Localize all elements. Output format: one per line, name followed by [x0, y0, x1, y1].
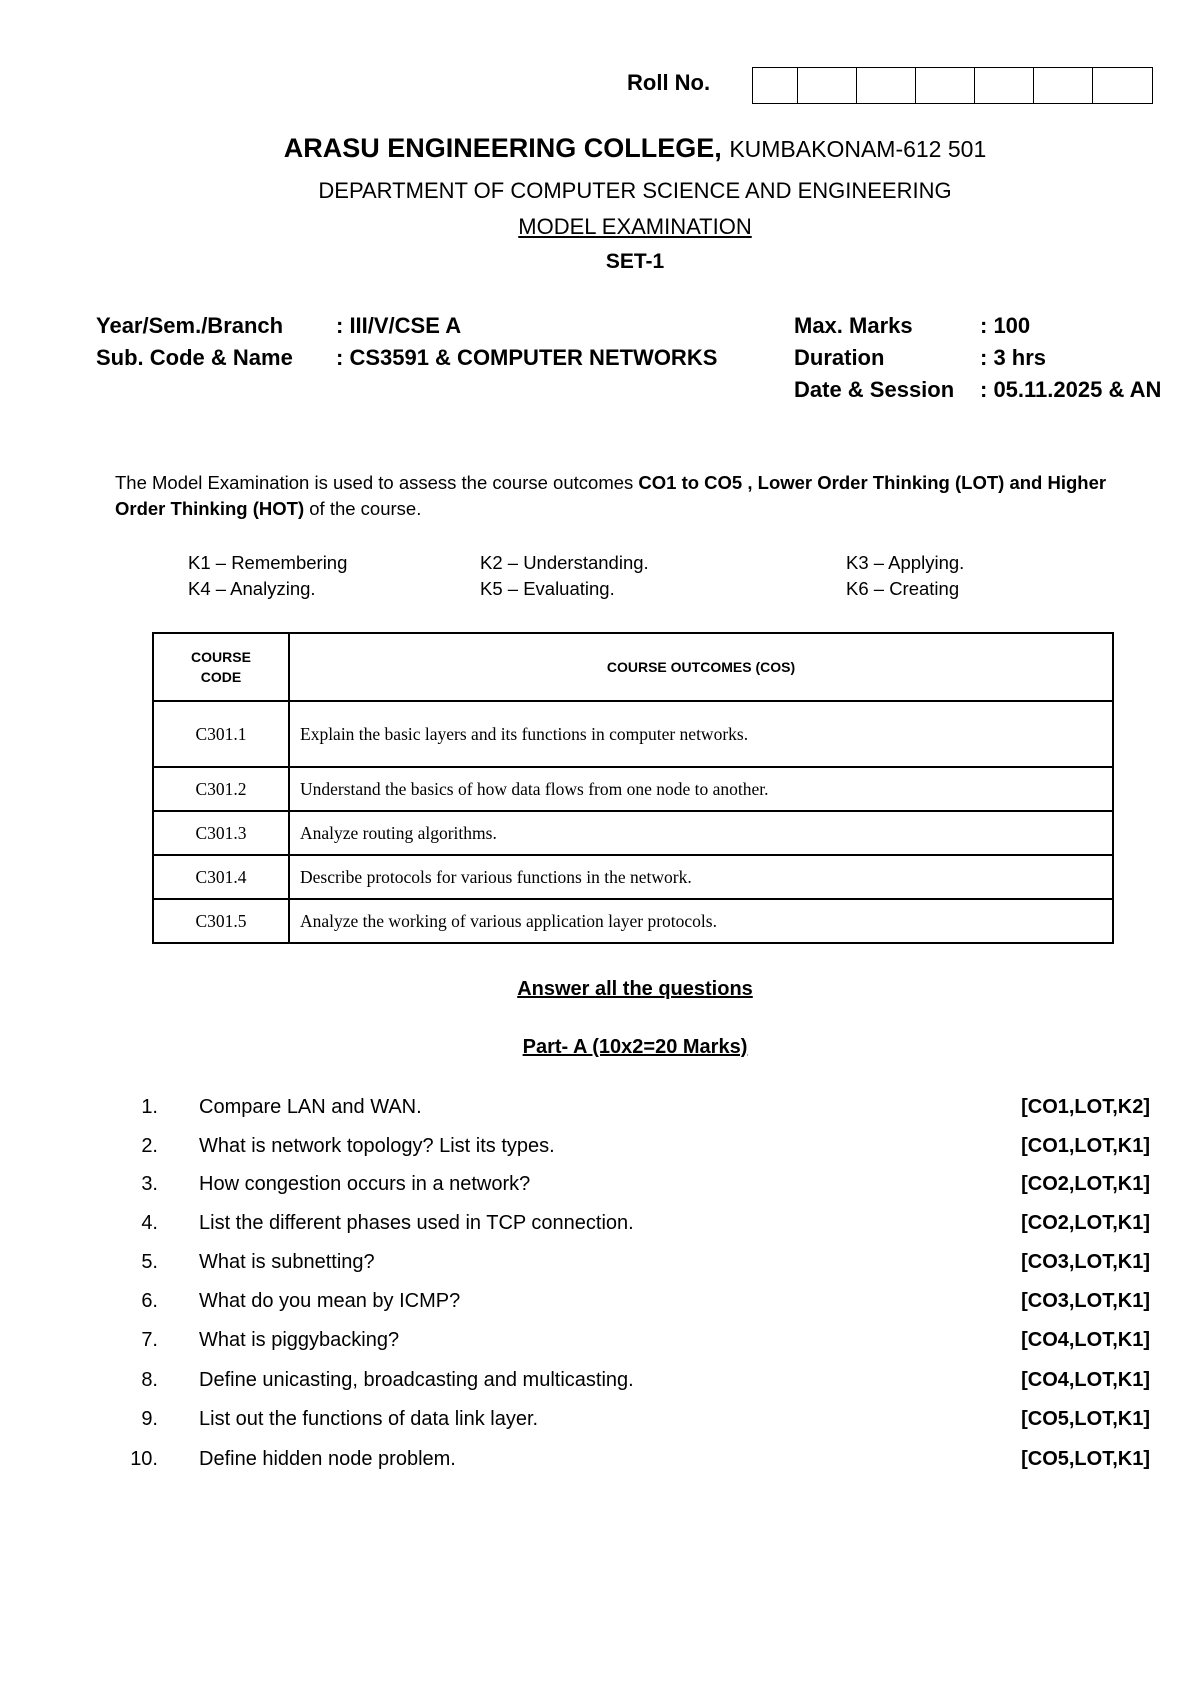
- college-location: KUMBAKONAM-612 501: [729, 136, 987, 162]
- k3-level: K3 – Applying.: [846, 552, 965, 573]
- k6-level: K6 – Creating: [846, 578, 960, 599]
- date-session-label: Date & Session: [794, 377, 955, 402]
- intro-bold: CO1 to CO5 , Lower Order Thinking (LOT) and Higher Order Thinking (HOT): [115, 472, 1107, 519]
- question-text: What is piggybacking?: [199, 1329, 400, 1351]
- question-tag: [CO3,LOT,K1]: [1021, 1290, 1150, 1312]
- department-title: DEPARTMENT OF COMPUTER SCIENCE AND ENGINEERING: [318, 178, 952, 203]
- course-outcome-cell: Explain the basic layers and its functions in computer networks.: [289, 701, 1113, 767]
- question-tag: [CO1,LOT,K1]: [1021, 1135, 1150, 1157]
- question-text: Compare LAN and WAN.: [199, 1096, 422, 1118]
- instructions-heading: Answer all the questions: [517, 978, 753, 1000]
- college-name: [0, 133, 1200, 164]
- question-tag: [CO1,LOT,K2]: [1021, 1096, 1150, 1118]
- question-number: 5.: [141, 1251, 158, 1273]
- max-marks-value: : 100: [980, 313, 1031, 338]
- question-number: 1.: [141, 1096, 158, 1118]
- exam-title: MODEL EXAMINATION: [518, 214, 752, 239]
- question-number: 3.: [141, 1173, 158, 1195]
- roll-no-boxes: [752, 67, 1153, 104]
- question-text: Define hidden node problem.: [199, 1448, 456, 1470]
- roll-no-box: [797, 67, 856, 104]
- year-value: : III/V/CSE A: [336, 313, 462, 338]
- course-code-cell: C301.5: [153, 899, 289, 943]
- roll-no-box: [856, 67, 915, 104]
- roll-no-box: [1033, 67, 1092, 104]
- header-course-code: COURSE CODE: [153, 633, 289, 701]
- intro-prefix: The Model Examination is used to assess the course outcomes: [115, 472, 639, 493]
- question-number: 9.: [141, 1408, 158, 1430]
- course-code-cell: C301.4: [153, 855, 289, 899]
- question-number: 7.: [141, 1329, 158, 1351]
- roll-no-box: [752, 67, 797, 104]
- max-marks-label: Max. Marks: [794, 313, 913, 338]
- table-row: [153, 811, 1113, 855]
- question-tag: [CO4,LOT,K1]: [1021, 1369, 1150, 1391]
- question-number: 2.: [141, 1135, 158, 1157]
- header-course-outcomes: COURSE OUTCOMES (COS): [289, 633, 1113, 701]
- question-tag: [CO5,LOT,K1]: [1021, 1448, 1150, 1470]
- date-session-value: : 05.11.2025 & AN: [980, 377, 1162, 402]
- table-row: [153, 899, 1113, 943]
- duration-label: Duration: [794, 345, 885, 370]
- course-outcome-cell: Analyze routing algorithms.: [289, 811, 1113, 855]
- roll-no-label: Roll No.: [627, 70, 711, 95]
- question-tag: [CO3,LOT,K1]: [1021, 1251, 1150, 1273]
- table-row: [153, 701, 1113, 767]
- question-number: 8.: [141, 1369, 158, 1391]
- question-number: 6.: [141, 1290, 158, 1312]
- table-header-row: [153, 633, 1113, 701]
- question-tag: [CO5,LOT,K1]: [1021, 1408, 1150, 1430]
- table-row: [153, 855, 1113, 899]
- table-row: [153, 767, 1113, 811]
- subject-value: : CS3591 & COMPUTER NETWORKS: [336, 345, 718, 370]
- k4-level: K4 – Analyzing.: [188, 578, 316, 599]
- question-tag: [CO2,LOT,K1]: [1021, 1173, 1150, 1195]
- question-text: What is subnetting?: [199, 1251, 375, 1273]
- course-outcome-cell: Analyze the working of various application layer protocols.: [289, 899, 1113, 943]
- question-tag: [CO4,LOT,K1]: [1021, 1329, 1150, 1351]
- intro-paragraph: [115, 470, 1155, 522]
- k1-level: K1 – Remembering: [188, 552, 348, 573]
- question-number: 10.: [130, 1448, 158, 1470]
- question-text: List the different phases used in TCP connection.: [199, 1212, 634, 1234]
- k2-level: K2 – Understanding.: [480, 552, 649, 573]
- subject-label: Sub. Code & Name: [96, 345, 293, 370]
- set-label: SET-1: [605, 250, 665, 273]
- question-text: Define unicasting, broadcasting and multicasting.: [199, 1369, 634, 1391]
- roll-no-box: [1092, 67, 1153, 104]
- part-a-heading: Part- A (10x2=20 Marks): [522, 1036, 748, 1058]
- college-title: ARASU ENGINEERING COLLEGE,: [283, 133, 722, 163]
- question-text: How congestion occurs in a network?: [199, 1173, 531, 1195]
- course-outcomes-table: [152, 632, 1114, 944]
- course-outcome-cell: Describe protocols for various functions in the network.: [289, 855, 1113, 899]
- course-code-cell: C301.2: [153, 767, 289, 811]
- question-tag: [CO2,LOT,K1]: [1021, 1212, 1150, 1234]
- duration-value: : 3 hrs: [980, 345, 1047, 370]
- roll-no-box: [974, 67, 1033, 104]
- k5-level: K5 – Evaluating.: [480, 578, 615, 599]
- course-code-cell: C301.3: [153, 811, 289, 855]
- roll-no-box: [915, 67, 974, 104]
- question-text: What is network topology? List its types.: [199, 1135, 555, 1157]
- course-outcome-cell: Understand the basics of how data flows from one node to another.: [289, 767, 1113, 811]
- question-text: List out the functions of data link layer.: [199, 1408, 539, 1430]
- intro-suffix: of the course.: [304, 498, 422, 519]
- question-number: 4.: [141, 1212, 158, 1234]
- course-code-cell: C301.1: [153, 701, 289, 767]
- question-text: What do you mean by ICMP?: [199, 1290, 461, 1312]
- year-label: Year/Sem./Branch: [96, 313, 284, 338]
